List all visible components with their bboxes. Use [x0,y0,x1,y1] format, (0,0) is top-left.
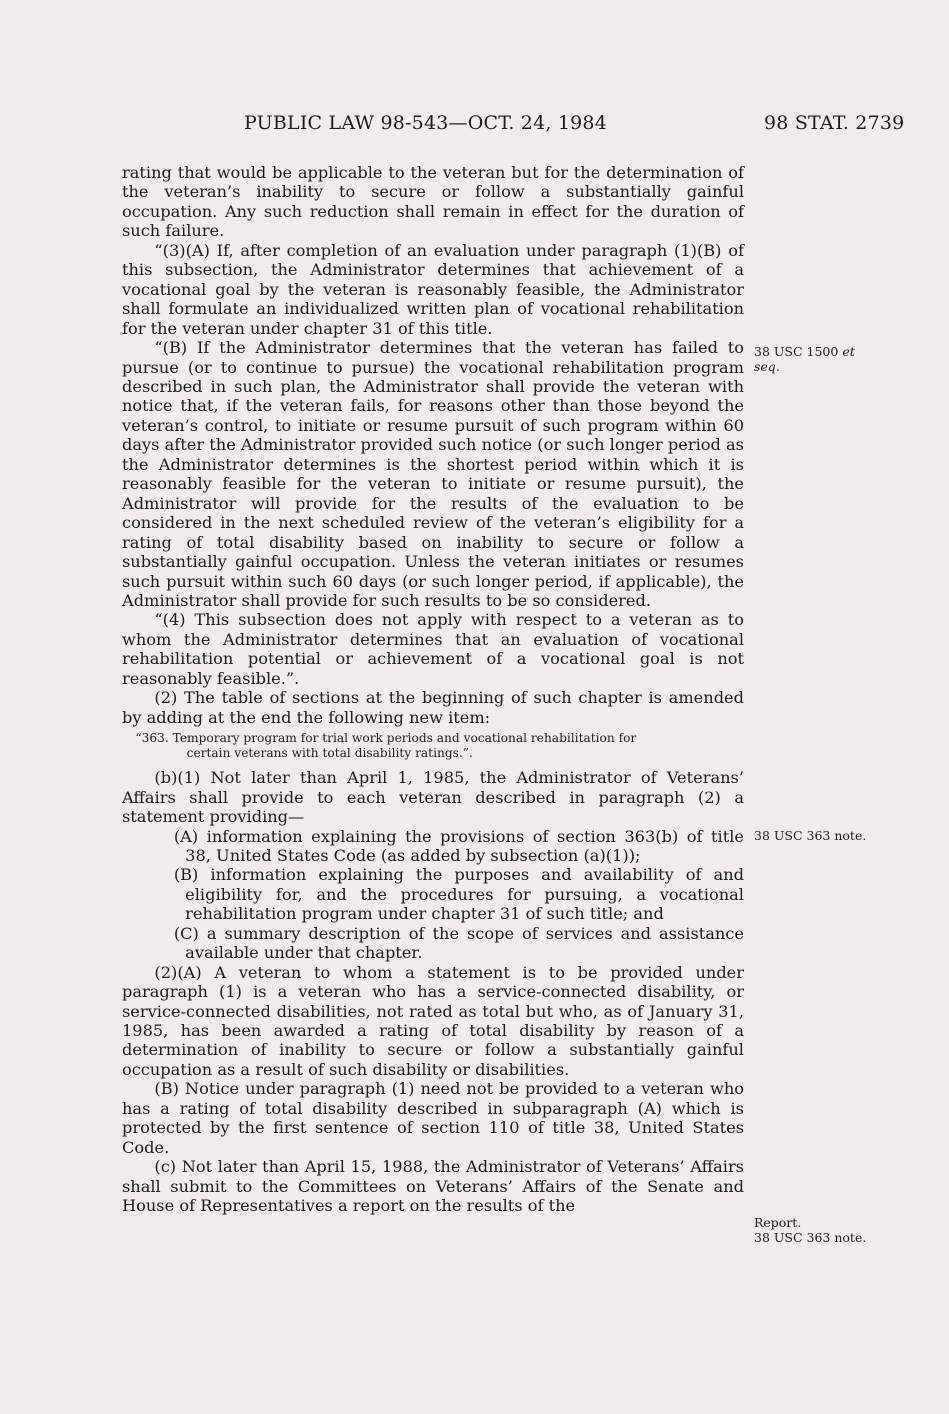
subparagraph: (A) information explaining the provisions of section 363(b) of title 38, United States Code (as added by subsection (a)(1)); [173,826,744,865]
paragraph: (B) Notice under paragraph (1) need not be provided to a veteran who has a rating of total disability described in subparagraph (A) which is protected by the first sentence of section 110 of title 38, United States Code. [122,1079,744,1157]
page-header [0,112,949,142]
margin-note-code: 38 USC 363 note. [754,1230,867,1245]
table-item-line: “363. Temporary program for trial work periods and vocational rehabilitation for [135,731,637,746]
margin-note-code: 38 USC 1500 [754,344,839,359]
margin-note-seq: seq. [754,359,780,374]
paragraph: “(B) If the Administrator determines that the veteran has failed to pursue (or to continue to pursue) the vocational rehabilitation program described in such plan, the Administrator shall provide the veteran with notice that, if the veteran fails, for reasons other than those beyond the veteran’s control, to initiate or resume pursuit of such program within 60 days after the Administrator provided such notice (or such longer period as the Administrator determines is the shortest period within which it is reasonably feasible for the veteran to initiate or resume pursuit), the Administrator will provide for the results of the evaluation to be considered in the next scheduled review of the veteran’s eligibility for a rating of total disability based on inability to secure or follow a substantially gainful occupation. Unless the veteran initiates or resumes such pursuit within such 60 days (or such longer period, if applicable), the Administrator shall provide for such results to be so considered. [122,338,744,610]
paragraph: (c) Not later than April 15, 1988, the Administrator of Veterans’ Affairs shall submit to the Committees on Veterans’ Affairs of the Senate and House of Representatives a report on the results of the [122,1157,744,1216]
paragraph: “(3)(A) If, after completion of an evaluation under paragraph (1)(B) of this subsection, the Administrator determines that achievement of a vocational goal by the veteran is reasonably feasible, the Administrator shall formulate an individualized written plan of vocational rehabilitation for the veteran under chapter 31 of this title. [122,240,744,338]
margin-note-et: et [842,344,855,359]
subparagraph: (B) information explaining the purposes and availability of and eligibility for, and the procedures for pursuing, a vocational rehabilitation program under chapter 31 of such title; and [173,865,744,924]
paragraph: (b)(1) Not later than April 1, 1985, the Administrator of Veterans’ Affairs shall provide to each veteran described in paragraph (2) a statement providing— [122,768,744,827]
table-of-sections-item [122,731,744,760]
table-item-line: certain veterans with total disability ratings.”. [186,745,473,760]
paragraph: (2)(A) A veteran to whom a statement is to be provided under paragraph (1) is a veteran who has a service-connected disability, or service-connected disabilities, not rated as total but who, as of January 31, 1985, has been awarded a rating of total disability by reason of a determination of inability to secure or follow a substantially gainful occupation as a result of such disability or disabilities. [122,962,744,1079]
subparagraph: (C) a summary description of the scope of services and assistance available under that chapter. [173,923,744,963]
statute-page-number: 98 STAT. 2739 [764,112,905,134]
margin-note-heading: Report. [754,1215,802,1230]
margin-note-citation [754,344,855,374]
paragraph: rating that would be applicable to the veteran but for the determination of the veteran’s inability to secure or follow a substantially gainful occupation. Any such reduction shall remain in effect for the duration of such failure. [122,163,744,241]
main-text [122,163,744,1216]
running-head: PUBLIC LAW 98-543—OCT. 24, 1984 [244,112,608,134]
paragraph: “(4) This subsection does not apply with respect to a veteran as to whom the Administrator determines that an evaluation of vocational rehabilitation potential or achievement of a vocational goal is not reasonably feasible.”. [122,610,744,688]
paragraph: (2) The table of sections at the beginning of such chapter is amended by adding at the end the following new item: [122,688,744,727]
margin-note-report [754,1215,866,1245]
margin-note-citation: 38 USC 363 note. [754,828,867,843]
